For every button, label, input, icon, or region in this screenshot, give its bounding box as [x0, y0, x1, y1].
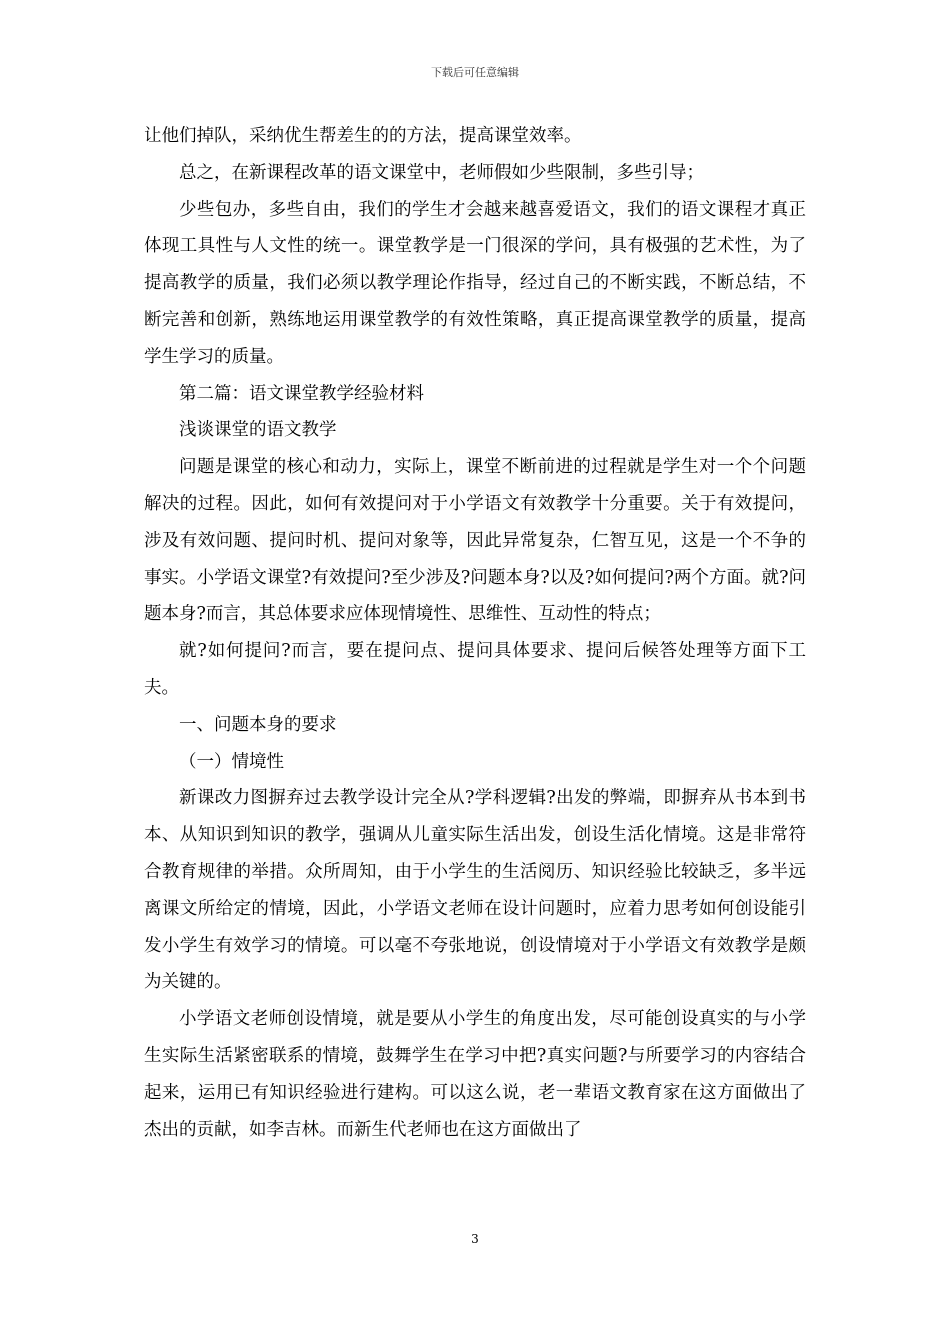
paragraph: 少些包办，多些自由，我们的学生才会越来越喜爱语文，我们的语文课程才真正体现工具性与人文性的统一。课堂教学是一门很深的学问，具有极强的艺术性，为了提高教学的质量，我们必须以教学理论作指导，经过自己的不断实践，不断总结，不断完善和创新，熟练地运用课堂教学的有效性策略，真正提高课堂教学的质量，提高学生学习的质量。 [144, 199, 806, 367]
article-title: 浅谈课堂的语文教学 [179, 420, 337, 441]
paragraph: 总之，在新课程改革的语文课堂中，老师假如少些限制，多些引导； [179, 162, 704, 183]
paragraph: 就?如何提问?而言，要在提问点、提问具体要求、提问后候答处理等方面下工夫。 [144, 641, 806, 698]
paragraph: 新课改力图摒弃过去教学设计完全从?学科逻辑?出发的弊端，即摒弃从书本到书本、从知识到知识的教学，强调从儿童实际生活出发，创设生活化情境。这是非常符合教育规律的举措。众所周知，由于小学生的生活阅历、知识经验比较缺乏，多半远离课文所给定的情境，因此，小学语文老师在设计问题时，应着力思考如何创设能引发小学生有效学习的情境。可以毫不夸张地说，创设情境对于小学语文有效教学是颇为关键的。 [144, 788, 806, 993]
paragraph: 让他们掉队，采纳优生帮差生的的方法，提高课堂效率。 [144, 126, 582, 146]
paragraph: 问题是课堂的核心和动力，实际上，课堂不断前进的过程就是学生对一个个问题解决的过程。因此，如何有效提问对于小学语文有效教学十分重要。关于有效提问，涉及有效问题、提问时机、提问对象等，因此异常复杂，仁智互见，这是一个不争的事实。小学语文课堂?有效提问?至少涉及?问题本身?以及?如何提问?两个方面。就?问题本身?而言，其总体要求应体现情境性、思维性、互动性的特点； [144, 457, 806, 625]
document-body [144, 118, 806, 1148]
page-number: 3 [471, 1232, 479, 1246]
paragraph: 小学语文老师创设情境，就是要从小学生的角度出发，尽可能创设真实的与小学生实际生活紧密联系的情境，鼓舞学生在学习中把?真实问题?与所要学习的内容结合起来，运用已有知识经验进行建构。可以这么说，老一辈语文教育家在这方面做出了杰出的贡献，如李吉林。而新生代老师也在这方面做出了 [144, 1009, 806, 1140]
subsection-heading: （一）情境性 [179, 751, 284, 772]
section-heading: 一、问题本身的要求 [179, 714, 337, 735]
section-title: 第二篇：语文课堂教学经验材料 [179, 383, 424, 404]
page-header: 下载后可任意编辑 [431, 66, 519, 79]
